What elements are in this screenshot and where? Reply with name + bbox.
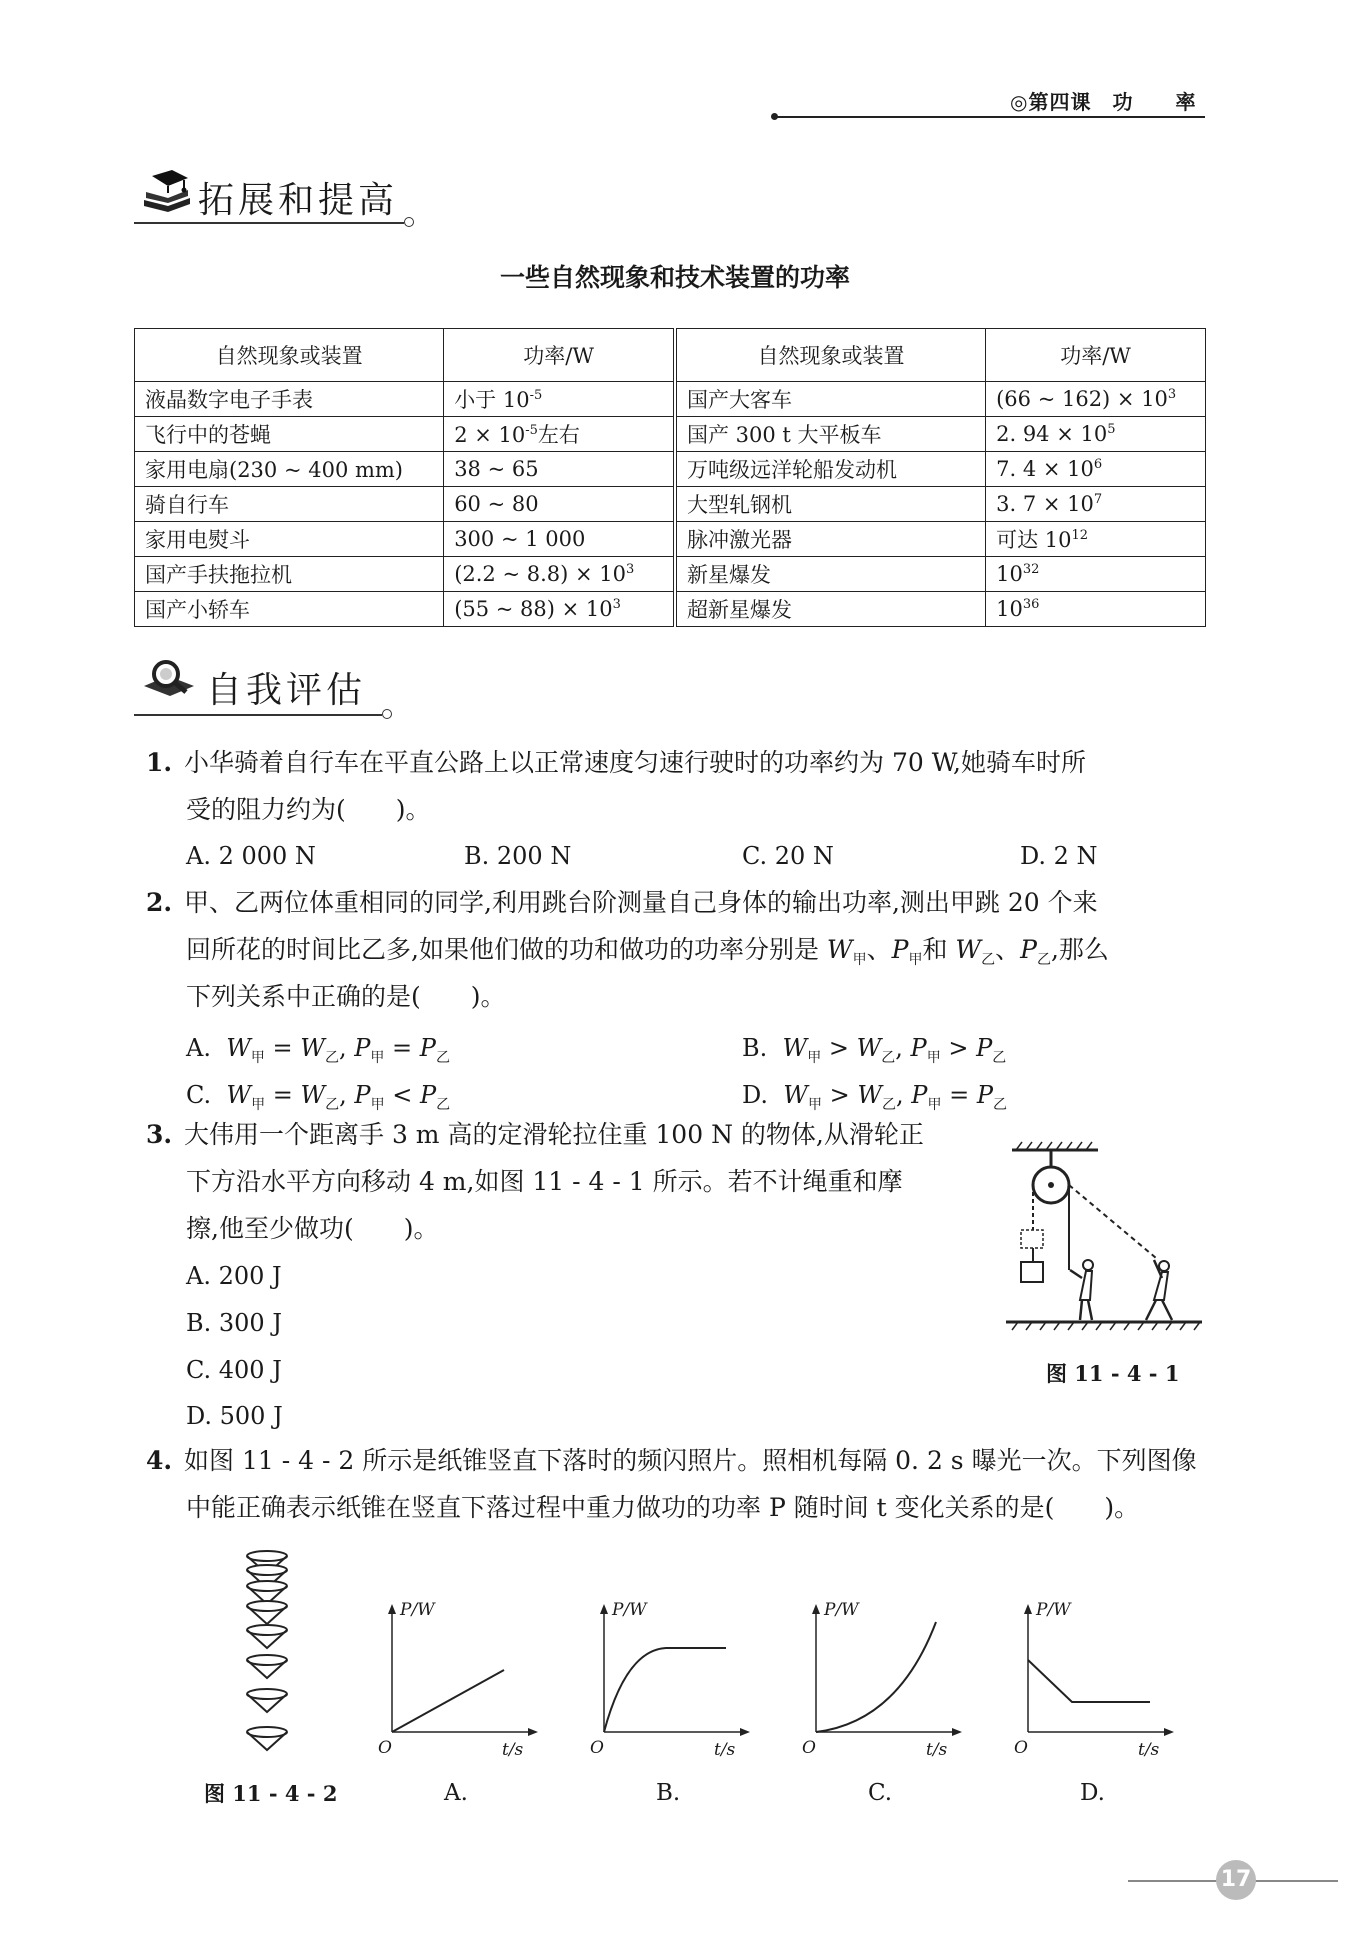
cell-name: 国产手扶拖拉机	[135, 557, 444, 592]
option-b[interactable]: B. 300 J	[186, 1309, 282, 1337]
figure-caption: 图 11 - 4 - 1	[1046, 1361, 1180, 1386]
magnifier-icon	[140, 656, 196, 700]
table-row	[135, 487, 1206, 522]
graph-label: B.	[656, 1780, 681, 1806]
cell-name: 超新星爆发	[675, 592, 986, 627]
cell-name: 万吨级远洋轮船发动机	[675, 452, 986, 487]
option-a[interactable]: A. 200 J	[186, 1262, 282, 1290]
option-c[interactable]: C. 400 J	[186, 1356, 282, 1384]
cell-name: 家用电扇(230 ~ 400 mm)	[135, 452, 444, 487]
power-table	[134, 328, 1206, 627]
option-c[interactable]: C. $W_甲 = W_乙$, $P_甲 < P_乙$	[186, 1081, 451, 1113]
paper-cone	[247, 1727, 287, 1750]
paper-cone	[247, 1625, 287, 1648]
cell-power: 2. $94 \times 10^5$	[986, 417, 1206, 452]
cell-name: 新星爆发	[675, 557, 986, 592]
axis-label-x: t/s	[502, 1740, 524, 1760]
lesson-header: ◎第四课 功 率	[1010, 90, 1197, 114]
axis-label-y: P/W	[612, 1600, 647, 1620]
cell-name: 国产小轿车	[135, 592, 444, 627]
axis-label-y: P/W	[1036, 1600, 1071, 1620]
axis-label-x: t/s	[926, 1740, 948, 1760]
question-3	[146, 1112, 924, 1158]
table-row	[135, 452, 1206, 487]
question-text: 擦,他至少做功( )。	[186, 1214, 439, 1243]
column-header: 功率/W	[986, 329, 1206, 382]
section-rule	[134, 222, 404, 224]
column-header: 自然现象或装置	[675, 329, 986, 382]
graph-curve	[604, 1648, 726, 1732]
axis-label-y: P/W	[400, 1600, 435, 1620]
question-4	[146, 1438, 1197, 1484]
table-row	[135, 557, 1206, 592]
cell-name: 骑自行车	[135, 487, 444, 522]
option-a[interactable]: A. $W_甲 = W_乙$, $P_甲 = P_乙$	[186, 1034, 450, 1066]
graph-curve	[1028, 1660, 1150, 1702]
table-row	[135, 417, 1206, 452]
section-title-extension: 拓展和提高	[198, 180, 399, 221]
paper-cone	[247, 1601, 287, 1624]
question-text: 如图 11 - 4 - 2 所示是纸锥竖直下落时的频闪照片。照相机每隔 0. 2 s 曝光一次。下列图像	[184, 1446, 1197, 1475]
graph-label: D.	[1080, 1780, 1105, 1806]
table-row	[135, 592, 1206, 627]
question-number: 4.	[146, 1446, 173, 1475]
cell-name: 国产大客车	[675, 382, 986, 417]
question-text: 小华骑着自行车在平直公路上以正常速度匀速行驶时的功率约为 70 W,她骑车时所	[184, 748, 1086, 777]
header-rule	[775, 116, 1205, 118]
question-text: 甲、乙两位体重相同的同学,利用跳台阶测量自己身体的输出功率,测出甲跳 20 个来	[184, 888, 1098, 917]
option-d[interactable]: D. 2 N	[1020, 842, 1098, 870]
cell-power: (2.2 ~ $8.8) \times 10^3$	[444, 557, 675, 592]
cell-power: (66 ~ $162) \times 10^3$	[986, 382, 1206, 417]
table-title: 一些自然现象和技术装置的功率	[499, 263, 850, 292]
table-row	[135, 382, 1206, 417]
graph-curve	[392, 1670, 504, 1732]
option-b[interactable]: B. 200 N	[464, 842, 572, 870]
section-title-self-assessment: 自我评估	[206, 670, 367, 711]
question-text: 回所花的时间比乙多,如果他们做的功和做功的功率分别是 $W_甲$、$P_甲$和 $W_乙$、$P_乙$,那么	[186, 935, 1109, 968]
cell-power: 7. $4 \times 10^6$	[986, 452, 1206, 487]
pulley-figure	[1006, 1140, 1206, 1340]
cell-power: $2 \times 10^{-5}$左右	[444, 417, 675, 452]
axis-label-x: t/s	[1138, 1740, 1160, 1760]
cell-power: $10^{32}$	[986, 557, 1206, 592]
question-text: 下方沿水平方向移动 4 m,如图 11 - 4 - 1 所示。若不计绳重和摩	[186, 1167, 903, 1196]
paper-cone-strobe-figure	[242, 1550, 292, 1760]
section-rule	[134, 714, 382, 716]
cell-name: 家用电熨斗	[135, 522, 444, 557]
origin-label: O	[802, 1738, 816, 1758]
axis-label-x: t/s	[714, 1740, 736, 1760]
option-a[interactable]: A. 2 000 N	[186, 842, 316, 870]
paper-cone	[247, 1689, 287, 1712]
question-number: 1.	[146, 748, 173, 777]
graph-curve	[816, 1622, 936, 1732]
cell-power: 60 ~ 80	[444, 487, 675, 522]
question-text: 下列关系中正确的是( )。	[186, 982, 506, 1011]
question-number: 2.	[146, 888, 173, 917]
cell-name: 脉冲激光器	[675, 522, 986, 557]
table-row	[135, 522, 1206, 557]
question-number: 3.	[146, 1120, 173, 1149]
option-c[interactable]: C. 20 N	[742, 842, 834, 870]
origin-label: O	[590, 1738, 604, 1758]
cell-power: 3. $7 \times 10^7$	[986, 487, 1206, 522]
question-text: 受的阻力约为( )。	[186, 795, 431, 824]
question-1	[146, 740, 1086, 786]
page-number: 17	[1216, 1860, 1256, 1900]
cell-name: 国产 300 t 大平板车	[675, 417, 986, 452]
option-d[interactable]: D. $W_甲 > W_乙$, $P_甲 = P_乙$	[742, 1081, 1007, 1113]
cell-power: 38 ~ 65	[444, 452, 675, 487]
question-text: 中能正确表示纸锥在竖直下落过程中重力做功的功率 P 随时间 t 变化关系的是( )。	[186, 1493, 1140, 1522]
origin-label: O	[378, 1738, 392, 1758]
paper-cone	[247, 1655, 287, 1678]
option-b[interactable]: B. $W_甲 > W_乙$, $P_甲 > P_乙$	[742, 1034, 1007, 1066]
cell-name: 液晶数字电子手表	[135, 382, 444, 417]
column-header: 功率/W	[444, 329, 675, 382]
axis-label-y: P/W	[824, 1600, 859, 1620]
question-2	[146, 880, 1098, 926]
cell-power: (55 ~ $88) \times 10^3$	[444, 592, 675, 627]
cell-name: 飞行中的苍蝇	[135, 417, 444, 452]
figure-caption: 图 11 - 4 - 2	[204, 1781, 338, 1806]
origin-label: O	[1014, 1738, 1028, 1758]
column-header: 自然现象或装置	[135, 329, 444, 382]
question-text: 大伟用一个距离手 3 m 高的定滑轮拉住重 100 N 的物体,从滑轮正	[184, 1120, 924, 1149]
cell-power: $10^{36}$	[986, 592, 1206, 627]
books-icon	[138, 166, 194, 214]
option-d[interactable]: D. 500 J	[186, 1402, 283, 1430]
graph-label: C.	[868, 1780, 893, 1806]
cell-power: 小于 $10^{-5}$	[444, 382, 675, 417]
graph-label: A.	[444, 1780, 468, 1806]
cell-power: 可达 $10^{12}$	[986, 522, 1206, 557]
cell-name: 大型轧钢机	[675, 487, 986, 522]
cell-power: 300 ~ 1 000	[444, 522, 675, 557]
